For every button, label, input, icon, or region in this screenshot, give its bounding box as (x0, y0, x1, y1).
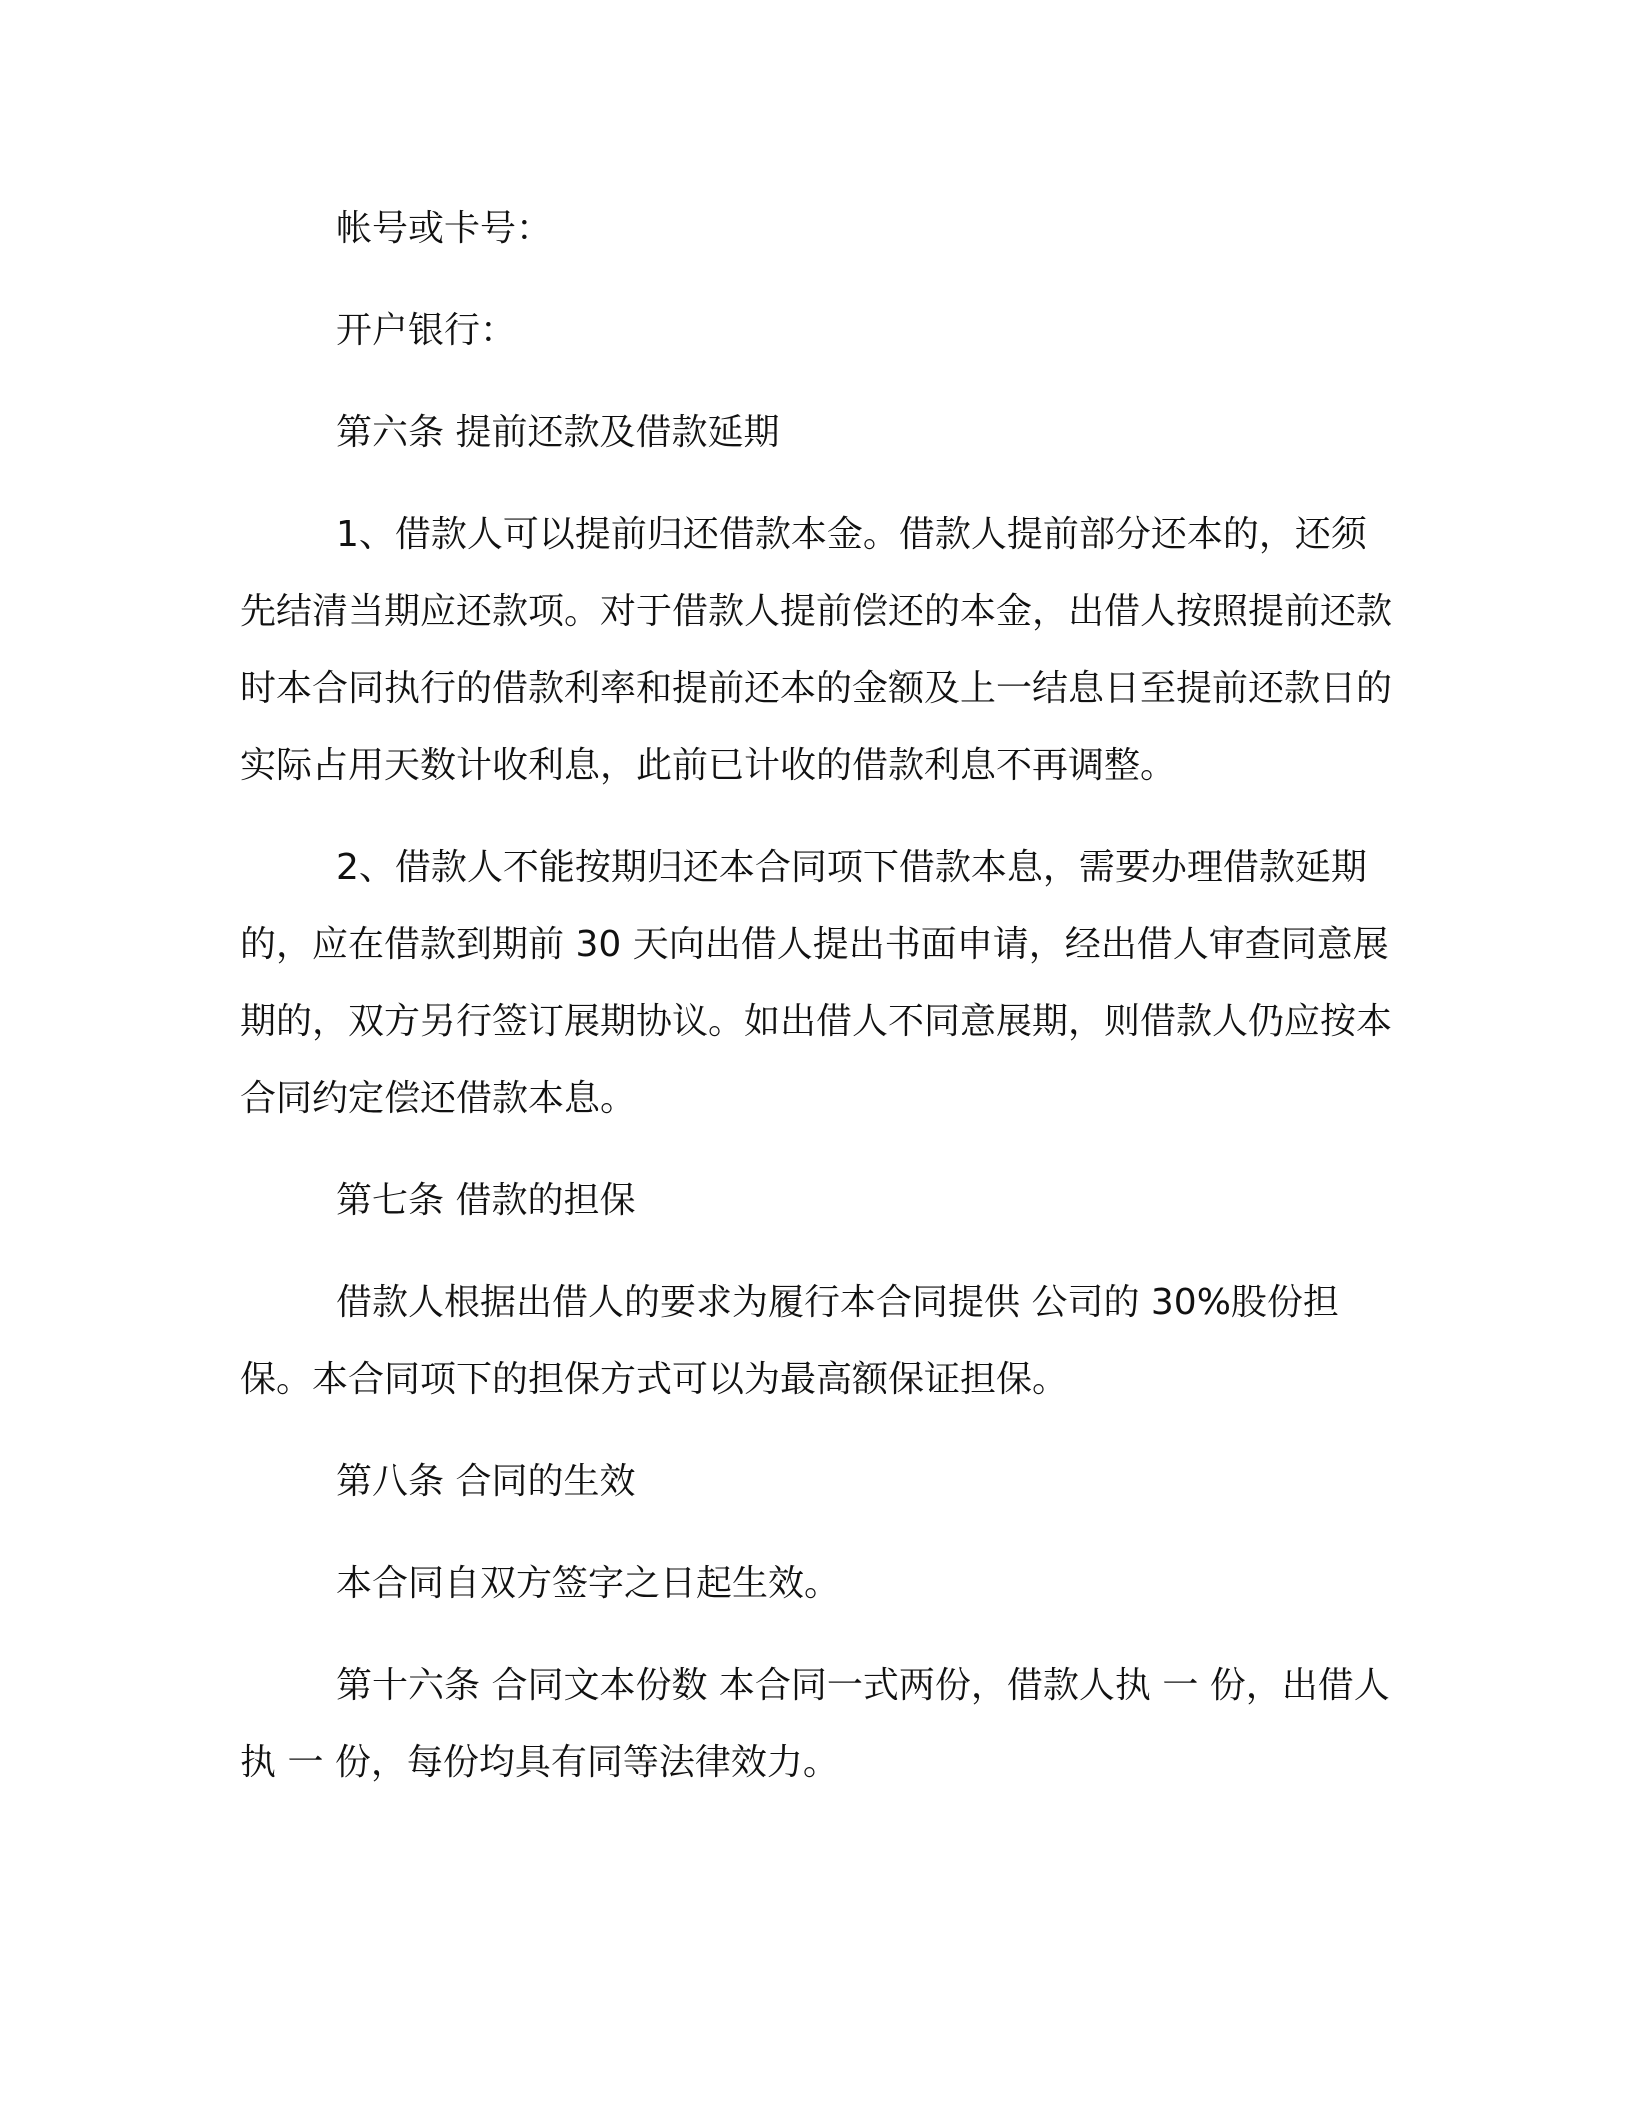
article-6-clause-1: 1、借款人可以提前归还借款本金。借款人提前部分还本的，还须先结清当期应还款项。对于借款人提前偿还的本金，出借人按照提前还款时本合同执行的借款利率和提前还本的金额及上一结息日至提前还款日的实际占用天数计收利息，此前已计收的借款利息不再调整。 (240, 514, 1393, 786)
article-8-body: 本合同自双方签字之日起生效。 (336, 1563, 841, 1604)
article-8-heading: 第八条 合同的生效 (336, 1461, 636, 1502)
article-7-heading: 第七条 借款的担保 (336, 1180, 636, 1221)
article-6-clause-2: 2、借款人不能按期归还本合同项下借款本息，需要办理借款延期的，应在借款到期前 30 天向出借人提出书面申请，经出借人审查同意展期的，双方另行签订展期协议。如出借人不同意展期，则借款人仍应按本合同约定偿还借款本息。 (240, 847, 1393, 1119)
article-7-body: 借款人根据出借人的要求为履行本合同提供 公司的 30%股份担保。本合同项下的担保方式可以为最高额保证担保。 (240, 1282, 1339, 1400)
article-6-heading: 第六条 提前还款及借款延期 (336, 412, 780, 453)
document-body (240, 190, 1395, 1801)
article-16-body: 第十六条 合同文本份数 本合同一式两份，借款人执 一 份，出借人执 一 份，每份均具有同等法律效力。 (240, 1665, 1390, 1783)
opening-bank-line: 开户银行： (336, 310, 517, 351)
account-number-line: 帐号或卡号： (336, 208, 553, 249)
